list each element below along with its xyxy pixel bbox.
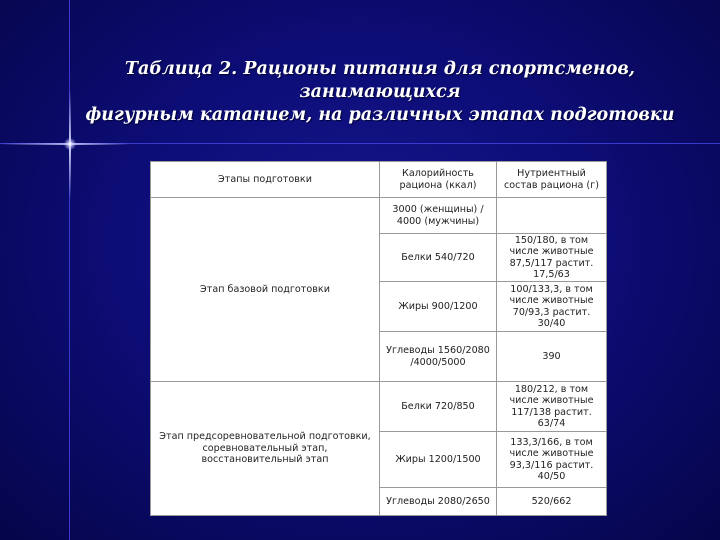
- stage2-protein-calories: Белки 720/850: [380, 382, 497, 432]
- table-row: [151, 382, 607, 432]
- header-nutrients: Нутриентный состав рациона (г): [497, 162, 607, 198]
- stage1-fat-calories: Жиры 900/1200: [380, 282, 497, 332]
- stage2-fat-calories: Жиры 1200/1500: [380, 432, 497, 488]
- slide-title-line-1: Таблица 2. Рационы питания для спортсменов, занимающихся: [124, 59, 636, 102]
- stage1-protein-calories: Белки 540/720: [380, 234, 497, 282]
- header-calories: Калорийность рациона (ккал): [380, 162, 497, 198]
- stage2-carbs-calories: Углеводы 2080/2650: [380, 488, 497, 516]
- stage1-protein-grams: 150/180, в том числе животные 87,5/117 растит. 17,5/63: [497, 234, 607, 282]
- stage2-name: Этап предсоревновательной подготовки, соревновательный этап, восстановительный этап: [151, 382, 380, 516]
- decor-vertical-line: [69, 0, 70, 540]
- stage2-protein-grams: 180/212, в том числе животные 117/138 растит. 63/74: [497, 382, 607, 432]
- stage1-name: Этап базовой подготовки: [151, 198, 380, 382]
- table-row: [151, 198, 607, 234]
- stage1-carbs-grams: 390: [497, 332, 607, 382]
- stage2-fat-grams: 133,3/166, в том числе животные 93,3/116 растит. 40/50: [497, 432, 607, 488]
- slide-title-line-2: фигурным катанием, на различных этапах подготовки: [85, 105, 675, 125]
- stage1-total-calories: 3000 (женщины) / 4000 (мужчины): [380, 198, 497, 234]
- stage2-carbs-grams: 520/662: [497, 488, 607, 516]
- table-header-row: [151, 162, 607, 198]
- decor-sparkle-dot: [64, 138, 76, 150]
- stage1-fat-grams: 100/133,3, в том числе животные 70/93,3 растит. 30/40: [497, 282, 607, 332]
- slide-title: [80, 58, 680, 127]
- diet-table: [150, 161, 607, 516]
- stage1-total-nutrients-empty: [497, 198, 607, 234]
- header-stage: Этапы подготовки: [151, 162, 380, 198]
- stage1-carbs-calories: Углеводы 1560/2080 /4000/5000: [380, 332, 497, 382]
